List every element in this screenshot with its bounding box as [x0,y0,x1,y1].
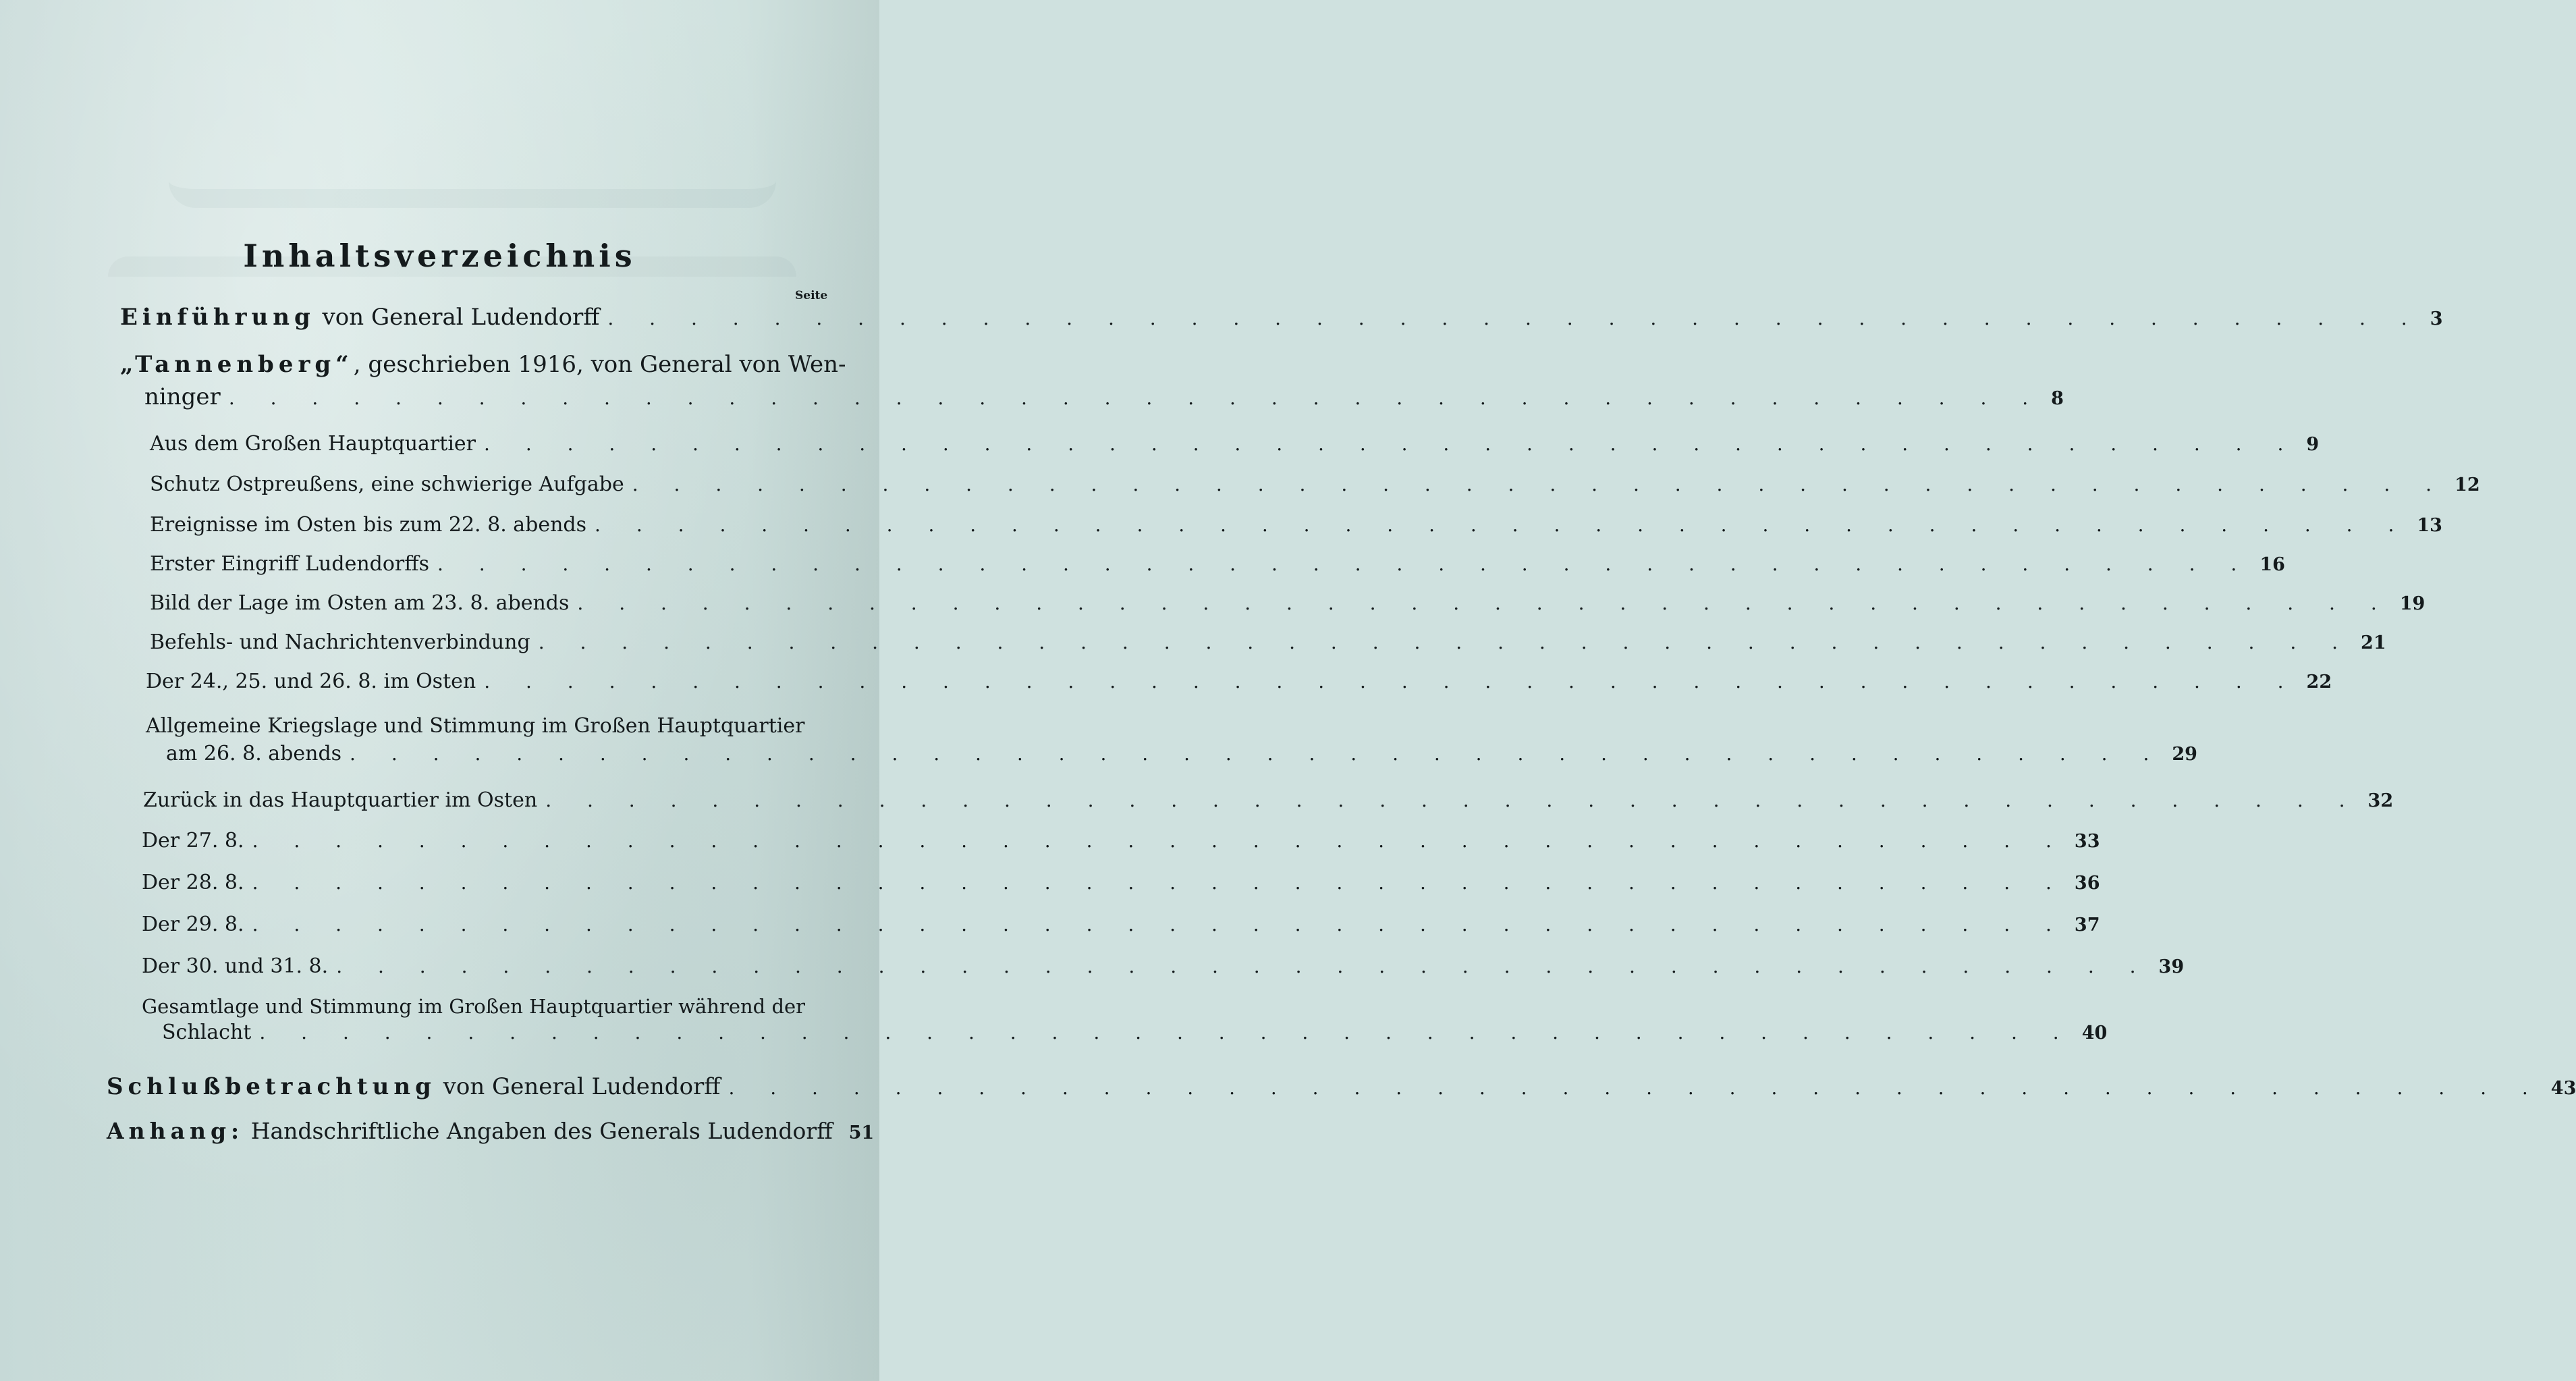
toc-leader: . . . . . . . . . . . . . . . . . . . . . . . . . . . . . . . . . . . . . . . . . . . . [252,871,2066,894]
toc-subentry-title-continued: am 26. 8. abends [166,742,342,765]
toc-leader: . . . . . . . . . . . . . . . . . . . . . . . . . . . . . . . . . . . . . . . . . . . . [252,830,2066,852]
toc-subentry-title: Der 30. und 31. 8. [142,954,329,978]
toc-subentry-title: Aus dem Großen Hauptquartier [150,432,476,456]
toc-page-number: 39 [2158,956,2185,977]
toc-subentry [146,714,2197,765]
toc-subentry [150,432,2320,456]
toc-entry-title-continued: ninger [144,383,221,410]
toc-subentry-title: Der 24., 25. und 26. 8. im Osten [146,670,476,693]
toc-subentry-title: Der 28. 8. [142,871,244,894]
toc-entry-title: von General Ludendorff [314,304,600,331]
toc-page-number: 36 [2074,873,2100,894]
toc-subentry [142,829,2100,852]
toc-leader: . . . . . . . . . . . . . . . . . . . . . . . . . . . . . . . . . . . . . . . . . . . . [259,1021,2074,1044]
toc-page-number: 22 [2306,672,2332,693]
toc-subentry-title: Der 27. 8. [142,829,244,852]
toc-entry-title-spaced: Einführung [120,304,315,331]
toc-subentry [142,871,2100,894]
toc-entry [120,304,2443,331]
toc-entry [107,1073,2576,1100]
toc-subentry [150,630,2386,654]
toc-leader: . . . . . . . . . . . . . . . . . . . . . . . . . . . . . . . . . . . . . . . . . . . . [484,670,2299,693]
toc-subentry [150,472,2480,496]
toc-subentry [146,670,2332,693]
show-through-decoration [169,108,776,208]
toc-page-number: 9 [2306,434,2320,455]
toc-leader: . . . . . . . . . . . . . . . . . . . . . . . . . . . . . . . . . . . . . . . . . . . . [577,592,2392,614]
toc-entry-title-spaced: Anhang: [107,1118,244,1144]
toc-subentry-title: Befehls- und Nachrichtenverbindung [150,630,530,654]
toc-entry-title: von General Ludendorff [435,1073,721,1100]
toc-page-number: 43 [2550,1078,2576,1099]
toc-entry-title: Handschriftliche Angaben des Generals Ludendorff [244,1118,833,1144]
toc-leader: . . . . . . . . . . . . . . . . . . . . . . . . . . . . . . . . . . . . . . . . . . . . [252,913,2066,936]
toc-subentry-title-continued: Schlacht [162,1021,252,1044]
toc-subentry [142,995,2108,1044]
toc-leader: . . . . . . . . . . . . . . . . . . . . . . . . . . . . . . . . . . . . . . . . . . . . [484,433,2299,455]
toc-page-number: 37 [2074,915,2100,936]
toc-subentry-title: Zurück in das Hauptquartier im Osten [143,788,538,812]
toc-leader: . . . . . . . . . . . . . . . . . . . . . . . . . . . . . . . . . . . . . . . . . . . . [437,553,2252,575]
toc-leader: . . . . . . . . . . . . . . . . . . . . . . . . . . . . . . . . . . . . . . . . . . . . [728,1077,2543,1099]
toc-subentry [142,913,2100,936]
toc-page-number: 21 [2361,632,2386,653]
page-column-label: Seite [795,289,828,302]
toc-page-number: 13 [2417,515,2442,536]
toc-page-number: 8 [2051,388,2064,409]
toc-entry [120,351,2064,410]
toc-leader: . . . . . . . . . . . . . . . . . . . . . . . . . . . . . . . . . . . . . . . . . . . . [607,307,2422,329]
toc-page-number: 40 [2081,1023,2108,1044]
toc-leader: . . . . . . . . . . . . . . . . . . . . . . . . . . . . . . . . . . . . . . . . . . . . [336,955,2151,977]
toc-page-number: 29 [2172,744,2197,765]
toc-subentry-title: Der 29. 8. [142,913,244,936]
toc-page-number: 16 [2259,554,2285,575]
toc-leader: . . . . . . . . . . . . . . . . . . . . . . . . . . . . . . . . . . . . . . . . . . . . [538,631,2353,653]
toc-page-number: 32 [2367,790,2394,811]
toc-leader: . . . . . . . . . . . . . . . . . . . . . . . . . . . . . . . . . . . . . . . . . . . . [228,387,2044,409]
toc-page-number: 19 [2399,593,2426,614]
toc-leader: . . . . . . . . . . . . . . . . . . . . . . . . . . . . . . . . . . . . . . . . . . . . [545,789,2360,811]
toc-subentry-title: Erster Eingriff Ludendorffs [150,552,429,576]
toc-page-number: 3 [2430,308,2443,329]
toc-subentry-title: Allgemeine Kriegslage und Stimmung im Großen Hauptquartier [146,714,805,738]
toc-subentry [142,954,2185,978]
toc-leader: . . . . . . . . . . . . . . . . . . . . . . . . . . . . . . . . . . . . . . . . . . . . [350,742,2164,765]
toc-subentry-title: Schutz Ostpreußens, eine schwierige Aufgabe [150,472,624,496]
toc-entry-title: , geschrieben 1916, von General von Wen- [353,351,846,378]
toc-subentry-title: Gesamtlage und Stimmung im Großen Hauptquartier während der [142,995,806,1018]
toc-page-number: 51 [848,1122,875,1143]
toc-subentry [150,591,2426,615]
toc-page-number: 33 [2074,831,2100,852]
toc-entry-title-spaced: „Tannenberg“ [120,351,354,378]
toc-leader: . . . . . . . . . . . . . . . . . . . . . . . . . . . . . . . . . . . . . . . . . . . . [632,473,2447,495]
toc-subentry-title: Ereignisse im Osten bis zum 22. 8. abends [150,513,587,537]
toc-entry-title-spaced: Schlußbetrachtung [107,1073,436,1100]
toc-subentry [150,513,2442,537]
toc-subentry-title: Bild der Lage im Osten am 23. 8. abends [150,591,570,615]
toc-page-number: 12 [2455,475,2480,495]
toc-subentry [143,788,2394,812]
toc-entry [107,1118,875,1144]
toc-subentry [150,552,2285,576]
toc-leader: . . . . . . . . . . . . . . . . . . . . . . . . . . . . . . . . . . . . . . . . . . . . [595,514,2409,536]
page-title: Inhaltsverzeichnis [243,238,636,274]
